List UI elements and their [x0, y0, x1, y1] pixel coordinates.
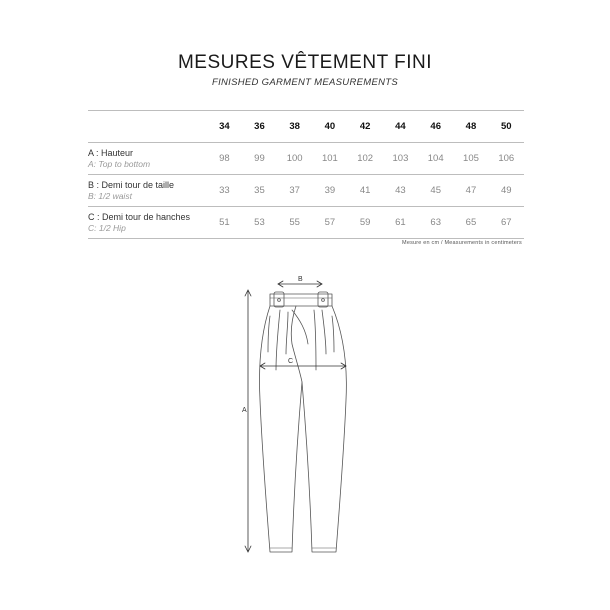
- table-cell: 65: [465, 217, 477, 228]
- table-cell: 49: [501, 185, 512, 196]
- table-cell: 103: [392, 153, 409, 164]
- row-label: [88, 175, 207, 207]
- page-subtitle: FINISHED GARMENT MEASUREMENTS: [211, 77, 399, 88]
- measurements-table: [88, 110, 524, 239]
- row-label-en: [88, 191, 207, 201]
- trousers-outline: [259, 292, 346, 552]
- table-cell: 53: [254, 217, 265, 228]
- row-label-en-text: C: 1/2 Hip: [88, 223, 126, 233]
- size-header: 42: [359, 121, 371, 132]
- table-cell: 55: [289, 217, 300, 228]
- table-cell: 45: [430, 185, 441, 196]
- size-header: 38: [289, 121, 300, 132]
- dimension-c-label: C: [288, 358, 294, 365]
- table-cell: 63: [430, 217, 441, 228]
- size-header: 46: [430, 121, 441, 132]
- table-cell: 100: [286, 153, 303, 164]
- row-label-en: [88, 223, 207, 233]
- dimension-c: [260, 358, 346, 369]
- table-cell: 57: [324, 217, 336, 228]
- size-header: 44: [395, 121, 406, 132]
- row-label-en-text: A: Top to bottom: [88, 159, 151, 169]
- size-header: 40: [324, 121, 336, 132]
- units-note: Mesure en cm / Measurements in centimeters: [402, 240, 522, 246]
- table-cell: 37: [289, 185, 300, 196]
- table-cell: 51: [219, 217, 230, 228]
- row-label-fr: C : Demi tour de hanches: [88, 212, 191, 222]
- table-cell: 35: [254, 185, 265, 196]
- table-header-row: [88, 111, 524, 143]
- table-cell: 98: [219, 153, 230, 164]
- header-empty-cell: [88, 111, 207, 143]
- table-cell: 43: [395, 185, 406, 196]
- dimension-a-label: A: [242, 407, 247, 414]
- row-label-en: [88, 159, 207, 169]
- table-cell: 61: [395, 217, 406, 228]
- size-header: 50: [501, 121, 512, 132]
- table-cell: 59: [359, 217, 371, 228]
- table-cell: 106: [498, 153, 515, 164]
- table-cell: 67: [501, 217, 512, 228]
- size-header: 48: [465, 121, 477, 132]
- page-title: MESURES VÊTEMENT FINI: [177, 52, 432, 73]
- row-label-fr: B : Demi tour de taille: [88, 180, 175, 190]
- trousers-drawing: [230, 270, 370, 570]
- table-cell: 33: [219, 185, 230, 196]
- size-header: 36: [254, 121, 265, 132]
- table-row: [88, 207, 524, 239]
- row-label-fr: A : Hauteur: [88, 148, 134, 158]
- table-row: [88, 175, 524, 207]
- table-cell: 99: [254, 153, 265, 164]
- dimension-b: [278, 276, 322, 287]
- table-cell: 39: [324, 185, 336, 196]
- table-cell: 47: [465, 185, 477, 196]
- size-header: 34: [219, 121, 230, 132]
- row-label-en-text: B: 1/2 waist: [88, 191, 132, 201]
- table-cell: 104: [427, 153, 444, 164]
- row-label: [88, 143, 207, 175]
- table-cell: 105: [463, 153, 479, 164]
- table-cell: 102: [357, 153, 374, 164]
- table-cell: 41: [359, 185, 371, 196]
- dimension-b-label: B: [298, 276, 303, 283]
- table-cell: 101: [321, 153, 338, 164]
- table-row: [88, 143, 524, 175]
- row-label: [88, 207, 207, 239]
- dimension-a: [242, 290, 251, 552]
